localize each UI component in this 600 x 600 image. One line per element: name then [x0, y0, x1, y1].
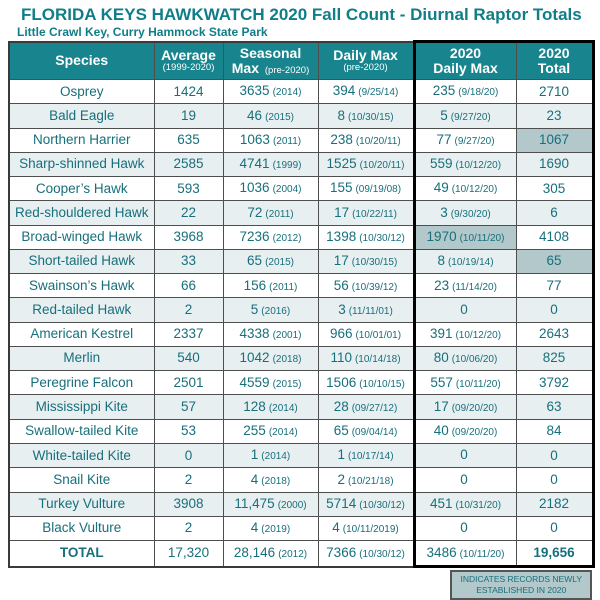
table-row	[9, 225, 593, 249]
cell-2020-daily-max: 0	[414, 443, 516, 467]
seasonal-max-cell: 46 (2015)	[223, 104, 318, 128]
average-cell: 17,320	[154, 541, 223, 567]
daily-max-cell: 8 (10/30/15)	[318, 104, 414, 128]
table-row	[9, 80, 593, 104]
daily-max-cell: 4 (10/11/2019)	[318, 516, 414, 540]
seasonal-max-cell: 128 (2014)	[223, 395, 318, 419]
daily-max-cell: 28 (09/27/12)	[318, 395, 414, 419]
daily-max-cell: 110 (10/14/18)	[318, 346, 414, 370]
species-cell: Swallow-tailed Kite	[9, 419, 154, 443]
seasonal-max-cell: 7236 (2012)	[223, 225, 318, 249]
average-cell: 2501	[154, 371, 223, 395]
cell-2020-daily-max: 23 (11/14/20)	[414, 274, 516, 298]
daily-max-cell: 2 (10/21/18)	[318, 468, 414, 492]
table-row	[9, 298, 593, 322]
average-cell: 33	[154, 249, 223, 273]
seasonal-max-cell: 4741 (1999)	[223, 152, 318, 176]
cell-2020-total: 3792	[516, 371, 593, 395]
header-daily-max-label: Daily Max	[333, 47, 398, 64]
species-cell: Red-tailed Hawk	[9, 298, 154, 322]
daily-max-cell: 5714 (10/30/12)	[318, 492, 414, 516]
header-seasonal-max-note: (pre-2020)	[264, 64, 310, 76]
table-row	[9, 152, 593, 176]
seasonal-max-cell: 4 (2018)	[223, 468, 318, 492]
average-cell: 2337	[154, 322, 223, 346]
species-cell: White-tailed Kite	[9, 443, 154, 467]
seasonal-max-cell: 255 (2014)	[223, 419, 318, 443]
species-cell: Turkey Vulture	[9, 492, 154, 516]
average-cell: 635	[154, 128, 223, 152]
cell-2020-total: 65	[516, 249, 593, 273]
daily-max-cell: 1 (10/17/14)	[318, 443, 414, 467]
table-row	[9, 395, 593, 419]
species-cell: Snail Kite	[9, 468, 154, 492]
header-species-label: Species	[55, 52, 109, 69]
species-cell: Swainson’s Hawk	[9, 274, 154, 298]
header-2020-total	[516, 42, 593, 80]
daily-max-cell: 155 (09/19/08)	[318, 177, 414, 201]
average-cell: 22	[154, 201, 223, 225]
species-cell: Sharp-shinned Hawk	[9, 152, 154, 176]
highlight-legend-line1: INDICATES RECORDS NEWLY	[460, 574, 582, 584]
cell-2020-total: 0	[516, 468, 593, 492]
cell-2020-daily-max: 0	[414, 516, 516, 540]
daily-max-cell: 17 (10/30/15)	[318, 249, 414, 273]
cell-2020-daily-max: 1970 (10/11/20)	[414, 225, 516, 249]
raptor-totals-table	[8, 40, 595, 568]
header-seasonal-max	[223, 42, 318, 80]
daily-max-cell: 17 (10/22/11)	[318, 201, 414, 225]
seasonal-max-cell: 1063 (2011)	[223, 128, 318, 152]
daily-max-cell: 966 (10/01/01)	[318, 322, 414, 346]
cell-2020-daily-max: 5 (9/27/20)	[414, 104, 516, 128]
species-cell: Merlin	[9, 346, 154, 370]
cell-2020-daily-max: 17 (09/20/20)	[414, 395, 516, 419]
cell-2020-daily-max: 0	[414, 468, 516, 492]
cell-2020-total: 2182	[516, 492, 593, 516]
species-cell: Red-shouldered Hawk	[9, 201, 154, 225]
table-row	[9, 322, 593, 346]
cell-2020-total: 2643	[516, 322, 593, 346]
cell-2020-daily-max: 0	[414, 298, 516, 322]
header-seasonal-max-line2: Max	[231, 59, 259, 76]
seasonal-max-cell: 4559 (2015)	[223, 371, 318, 395]
species-cell: Bald Eagle	[9, 104, 154, 128]
header-row	[9, 42, 593, 80]
seasonal-max-cell: 11,475 (2000)	[223, 492, 318, 516]
species-cell: TOTAL	[9, 541, 154, 567]
header-2020-total-line1: 2020	[538, 44, 570, 61]
cell-2020-total: 825	[516, 346, 593, 370]
cell-2020-total: 0	[516, 298, 593, 322]
daily-max-cell: 1525 (10/20/11)	[318, 152, 414, 176]
average-cell: 3968	[154, 225, 223, 249]
header-seasonal-max-line1: Seasonal	[239, 44, 302, 61]
cell-2020-total: 0	[516, 516, 593, 540]
cell-2020-daily-max: 3486 (10/11/20)	[414, 541, 516, 567]
seasonal-max-cell: 4338 (2001)	[223, 322, 318, 346]
average-cell: 2585	[154, 152, 223, 176]
page-subtitle: Little Crawl Key, Curry Hammock State Park	[17, 24, 268, 39]
average-cell: 2	[154, 516, 223, 540]
header-average-label: Average	[161, 47, 216, 64]
page-title: FLORIDA KEYS HAWKWATCH 2020 Fall Count - Diurnal Raptor Totals	[21, 5, 582, 24]
cell-2020-total: 4108	[516, 225, 593, 249]
cell-2020-daily-max: 391 (10/12/20)	[414, 322, 516, 346]
table-row	[9, 516, 593, 540]
cell-2020-total: 0	[516, 443, 593, 467]
seasonal-max-cell: 1042 (2018)	[223, 346, 318, 370]
table-row	[9, 371, 593, 395]
header-daily-max-note: (pre-2020)	[343, 62, 388, 74]
cell-2020-daily-max: 77 (9/27/20)	[414, 128, 516, 152]
species-cell: Northern Harrier	[9, 128, 154, 152]
seasonal-max-cell: 72 (2011)	[223, 201, 318, 225]
table-row	[9, 419, 593, 443]
header-2020-daily-max	[414, 42, 516, 80]
cell-2020-total: 77	[516, 274, 593, 298]
seasonal-max-cell: 156 (2011)	[223, 274, 318, 298]
cell-2020-daily-max: 80 (10/06/20)	[414, 346, 516, 370]
average-cell: 1424	[154, 80, 223, 104]
cell-2020-total: 2710	[516, 80, 593, 104]
highlight-legend	[450, 570, 592, 600]
table-row	[9, 274, 593, 298]
average-cell: 593	[154, 177, 223, 201]
seasonal-max-cell: 5 (2016)	[223, 298, 318, 322]
cell-2020-daily-max: 49 (10/12/20)	[414, 177, 516, 201]
table-row	[9, 177, 593, 201]
cell-2020-total: 305	[516, 177, 593, 201]
header-daily-max	[318, 42, 414, 80]
daily-max-cell: 65 (09/04/14)	[318, 419, 414, 443]
seasonal-max-cell: 1036 (2004)	[223, 177, 318, 201]
species-cell: Osprey	[9, 80, 154, 104]
cell-2020-total: 63	[516, 395, 593, 419]
header-2020-daily-max-line1: 2020	[449, 44, 482, 61]
species-cell: Black Vulture	[9, 516, 154, 540]
table-row	[9, 201, 593, 225]
cell-2020-total: 19,656	[516, 541, 593, 567]
cell-2020-total: 1067	[516, 128, 593, 152]
daily-max-cell: 238 (10/20/11)	[318, 128, 414, 152]
seasonal-max-cell: 65 (2015)	[223, 249, 318, 273]
species-cell: Peregrine Falcon	[9, 371, 154, 395]
average-cell: 2	[154, 468, 223, 492]
species-cell: Short-tailed Hawk	[9, 249, 154, 273]
cell-2020-daily-max: 3 (9/30/20)	[414, 201, 516, 225]
table-body	[9, 80, 593, 567]
header-average-note: (1999-2020)	[162, 62, 215, 74]
seasonal-max-cell: 3635 (2014)	[223, 80, 318, 104]
header-average	[154, 42, 223, 80]
table-row	[9, 249, 593, 273]
species-cell: American Kestrel	[9, 322, 154, 346]
table-row	[9, 541, 593, 567]
daily-max-cell: 1398 (10/30/12)	[318, 225, 414, 249]
average-cell: 66	[154, 274, 223, 298]
table-row	[9, 104, 593, 128]
average-cell: 0	[154, 443, 223, 467]
cell-2020-total: 1690	[516, 152, 593, 176]
table-row	[9, 492, 593, 516]
daily-max-cell: 1506 (10/10/15)	[318, 371, 414, 395]
cell-2020-total: 23	[516, 104, 593, 128]
table-row	[9, 346, 593, 370]
table-row	[9, 468, 593, 492]
cell-2020-daily-max: 8 (10/19/14)	[414, 249, 516, 273]
highlight-legend-line2: ESTABLISHED IN 2020	[476, 585, 567, 596]
average-cell: 3908	[154, 492, 223, 516]
seasonal-max-cell: 4 (2019)	[223, 516, 318, 540]
cell-2020-daily-max: 40 (09/20/20)	[414, 419, 516, 443]
daily-max-cell: 56 (10/39/12)	[318, 274, 414, 298]
species-cell: Mississippi Kite	[9, 395, 154, 419]
seasonal-max-cell: 28,146 (2012)	[223, 541, 318, 567]
table-row	[9, 443, 593, 467]
species-cell: Broad-winged Hawk	[9, 225, 154, 249]
header-2020-daily-max-line2: Daily Max	[433, 60, 498, 76]
cell-2020-daily-max: 235 (9/18/20)	[414, 80, 516, 104]
average-cell: 57	[154, 395, 223, 419]
cell-2020-daily-max: 559 (10/12/20)	[414, 152, 516, 176]
title-block	[0, 0, 600, 39]
average-cell: 19	[154, 104, 223, 128]
cell-2020-daily-max: 451 (10/31/20)	[414, 492, 516, 516]
header-species	[9, 42, 154, 80]
species-cell: Cooper’s Hawk	[9, 177, 154, 201]
cell-2020-total: 6	[516, 201, 593, 225]
daily-max-cell: 394 (9/25/14)	[318, 80, 414, 104]
average-cell: 2	[154, 298, 223, 322]
table-row	[9, 128, 593, 152]
daily-max-cell: 7366 (10/30/12)	[318, 541, 414, 567]
header-2020-total-line2: Total	[537, 60, 571, 76]
cell-2020-total: 84	[516, 419, 593, 443]
seasonal-max-cell: 1 (2014)	[223, 443, 318, 467]
daily-max-cell: 3 (11/11/01)	[318, 298, 414, 322]
average-cell: 540	[154, 346, 223, 370]
average-cell: 53	[154, 419, 223, 443]
cell-2020-daily-max: 557 (10/11/20)	[414, 371, 516, 395]
